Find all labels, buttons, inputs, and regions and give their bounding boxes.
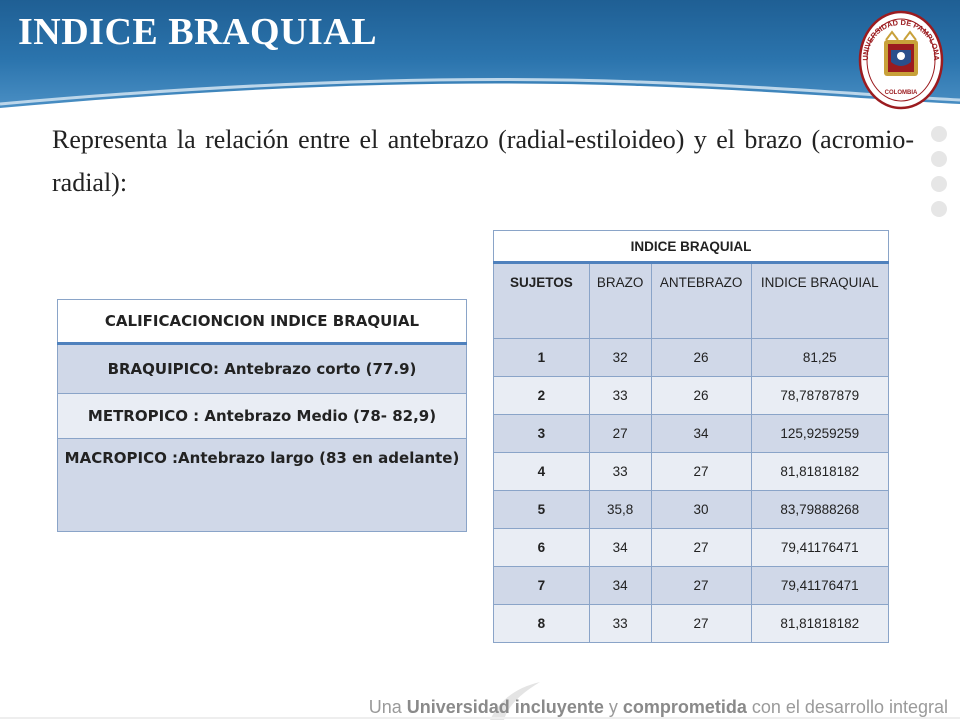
- logo-top-text: UNIVERSIDAD DE PAMPLONA: [860, 17, 942, 61]
- column-header: INDICE BRAQUIAL: [751, 263, 888, 339]
- intro-paragraph: Representa la relación entre el antebrazo (radial-estiloideo) y el brazo (acromio-radial):: [52, 125, 914, 197]
- column-header: SUJETOS: [494, 263, 590, 339]
- dot-icon: [931, 176, 947, 192]
- classification-row: METROPICO : Antebrazo Medio (78- 82,9): [58, 394, 467, 439]
- column-header: BRAZO: [589, 263, 651, 339]
- page-title: INDICE BRAQUIAL: [18, 11, 378, 53]
- table-cell: 78,78787879: [751, 377, 888, 415]
- table-row: [494, 339, 889, 377]
- table-row: [494, 529, 889, 567]
- table-cell: 7: [494, 567, 590, 605]
- logo-bottom-text: COLOMBIA: [884, 90, 918, 96]
- table-cell: 5: [494, 491, 590, 529]
- table-row: [494, 605, 889, 643]
- data-table: [493, 230, 889, 643]
- table-cell: 1: [494, 339, 590, 377]
- table-cell: 27: [651, 453, 751, 491]
- footer-text-part: comprometida: [622, 697, 747, 717]
- dot-icon: [931, 201, 947, 217]
- table-cell: 81,81818182: [751, 453, 888, 491]
- table-row: [494, 567, 889, 605]
- table-row: [494, 491, 889, 529]
- data-table-title: INDICE BRAQUIAL: [494, 231, 889, 263]
- table-cell: 6: [494, 529, 590, 567]
- footer-text-part: Universidad incluyente: [406, 697, 604, 717]
- table-cell: 27: [651, 605, 751, 643]
- decorative-dots: [931, 126, 949, 226]
- table-cell: 81,81818182: [751, 605, 888, 643]
- classification-row: BRAQUIPICO: Antebrazo corto (77.9): [58, 344, 467, 394]
- table-row: [494, 415, 889, 453]
- table-cell: 4: [494, 453, 590, 491]
- table-cell: 34: [589, 529, 651, 567]
- table-cell: 8: [494, 605, 590, 643]
- dot-icon: [931, 151, 947, 167]
- table-cell: 26: [651, 339, 751, 377]
- table-cell: 35,8: [589, 491, 651, 529]
- header-banner: [0, 0, 960, 108]
- footer-text-part: con el desarrollo integral: [746, 697, 948, 717]
- table-cell: 30: [651, 491, 751, 529]
- table-cell: 26: [651, 377, 751, 415]
- table-row: [494, 453, 889, 491]
- table-cell: 33: [589, 453, 651, 491]
- table-cell: 34: [589, 567, 651, 605]
- dot-icon: [931, 126, 947, 142]
- table-cell: 83,79888268: [751, 491, 888, 529]
- table-cell: 2: [494, 377, 590, 415]
- table-cell: 3: [494, 415, 590, 453]
- university-crest-icon: [858, 10, 944, 110]
- table-cell: 27: [651, 529, 751, 567]
- classification-table: [57, 299, 467, 532]
- footer-text-part: Una: [368, 697, 407, 717]
- table-row: [494, 377, 889, 415]
- footer-tagline: [369, 697, 948, 718]
- table-cell: 27: [589, 415, 651, 453]
- table-cell: 32: [589, 339, 651, 377]
- table-cell: 33: [589, 377, 651, 415]
- table-cell: 81,25: [751, 339, 888, 377]
- classification-row: MACROPICO :Antebrazo largo (83 en adelante): [58, 439, 467, 532]
- classification-header: CALIFICACIONCION INDICE BRAQUIAL: [58, 300, 467, 344]
- table-cell: 27: [651, 567, 751, 605]
- table-cell: 33: [589, 605, 651, 643]
- header-wave: [0, 60, 960, 108]
- table-cell: 79,41176471: [751, 529, 888, 567]
- table-cell: 79,41176471: [751, 567, 888, 605]
- column-header: ANTEBRAZO: [651, 263, 751, 339]
- footer-text-part: y: [603, 697, 623, 717]
- table-cell: 125,9259259: [751, 415, 888, 453]
- table-cell: 34: [651, 415, 751, 453]
